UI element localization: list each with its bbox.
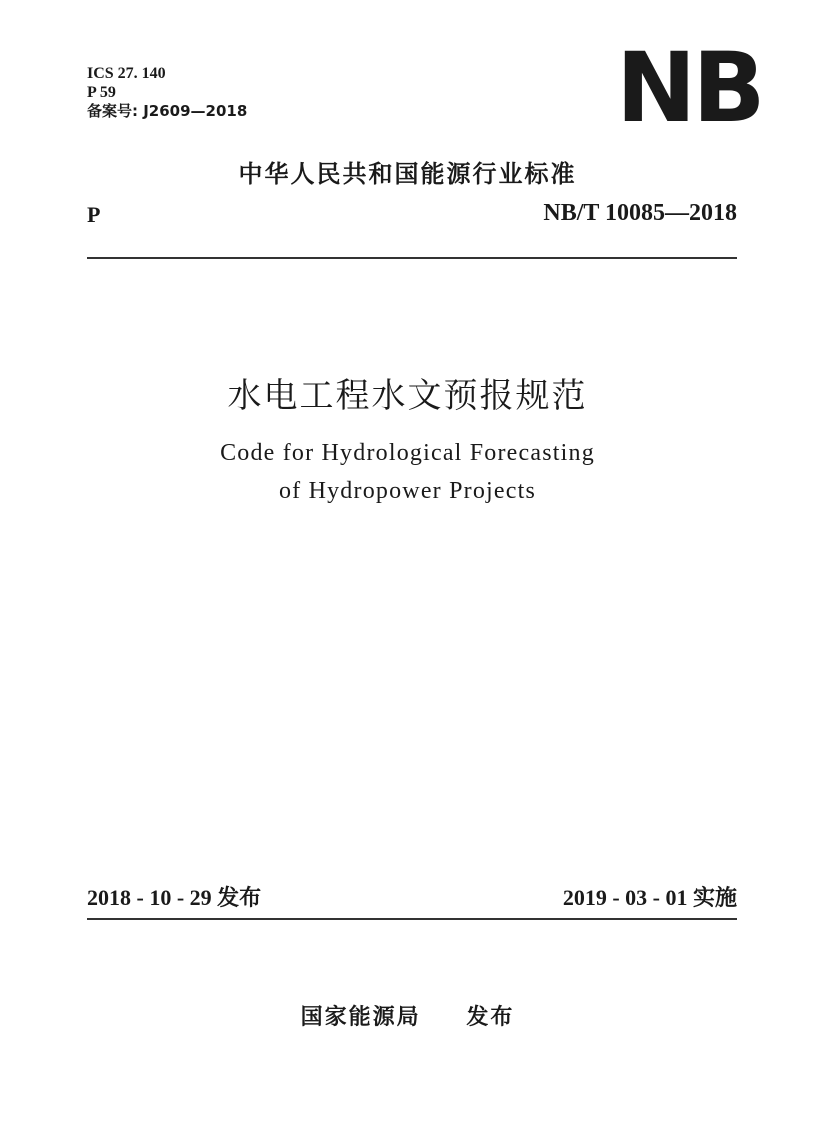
title-english [0,434,815,510]
title-english-line-1: Code for Hydrological Forecasting [220,440,595,466]
publisher: 国家能源局 发布 [300,1005,515,1030]
standard-organization: 中华人民共和国能源行业标准 [238,160,577,188]
nb-logo: NB [616,32,762,144]
document-metadata [87,64,247,121]
standard-number: NB/T 10085—2018 [543,200,737,226]
filing-number: 备案号: J2609—2018 [87,102,248,120]
implementation-date: 2019 - 03 - 01 实施 [562,885,737,910]
classification-code: P [87,202,101,227]
ics-code: ICS 27. 140 [87,65,166,82]
top-divider [87,257,737,259]
bottom-divider [87,918,737,920]
p-code: P 59 [87,84,116,101]
issue-date: 2018 - 10 - 29 发布 [87,885,262,910]
title-chinese: 水电工程水文预报规范 [227,378,588,415]
title-english-line-2: of Hydropower Projects [278,478,536,504]
